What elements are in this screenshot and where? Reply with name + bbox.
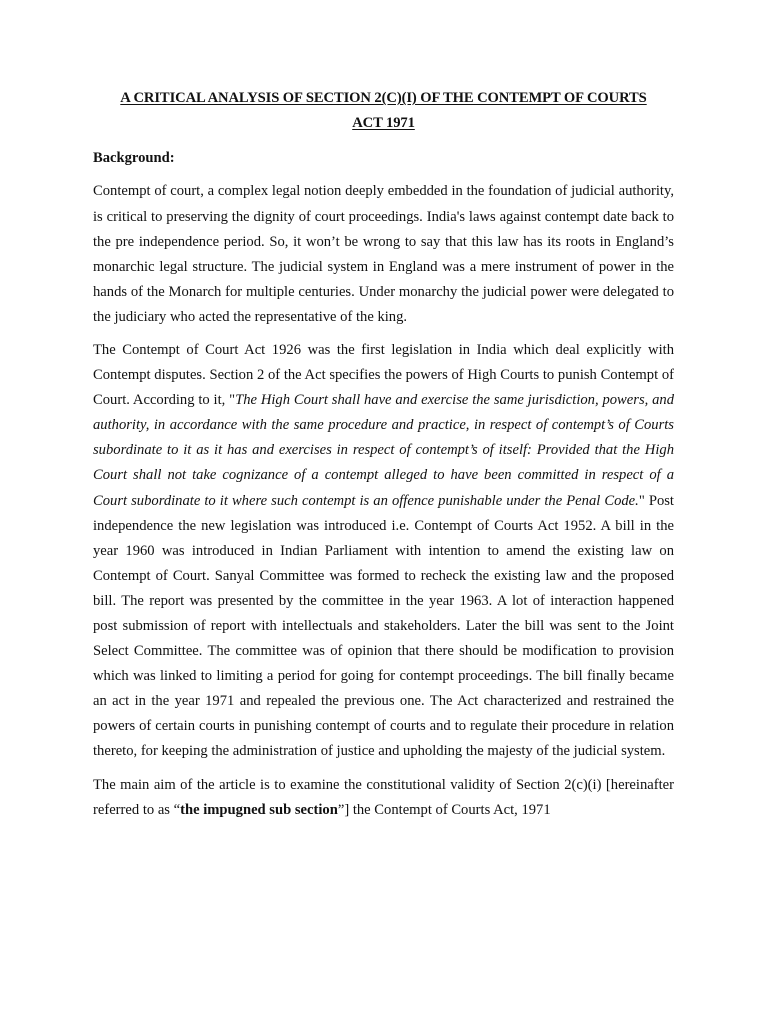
statute-quote: The High Court shall have and exercise the same jurisdiction, powers, and authority, in accordance with the same procedure and practice, in respect of contempt’s of Courts subordinate to it as it has and exercises in respect of contempt’s of itself: Provided that the High Court shall not take cognizance of a contempt alleged to have been committed in respect of a Court subordinate to it where such contempt is an offence punishable under the Penal Code. [93, 392, 675, 509]
paragraph-background-1: Contempt of court, a complex legal notion deeply embedded in the foundation of judicial authority, is critical to preserving the dignity of court proceedings. India's laws against contempt date back to the pre independence period. So, it won’t be wrong to say that this law has its roots in England’s monarchic legal structure. The judicial system in England was a mere instrument of power in the hands of the Monarch for multiple centuries. Under monarchy the judicial power were delegated to the judiciary who acted the representative of the king. [93, 183, 674, 325]
impugned-sub-section-term: the impugned sub section [180, 801, 338, 818]
paragraph-2-rest: " Post independence the new legislation was introduced i.e. Contempt of Courts Act 1952. A bill in the year 1960 was introduced in Indian Parliament with intention to amend the existing law on Contempt of Court. Sanyal Committee was formed to recheck the existing law and the proposed bill. The report was presented by the committee in the year 1963. A lot of interaction happened post submission of report with intellectuals and stakeholders. Later the bill was sent to the Joint Select Committee. The committee was of opinion that there should be modification to provision which was linked to limiting a period for going for contempt proceedings. The bill finally became an act in the year 1971 and repealed the previous one. The Act characterized and restrained the powers of certain courts in punishing contempt of courts and to regulate their procedure in relation thereto, for keeping the administration of justice and upholding the majesty of the judicial system. [93, 492, 674, 760]
paragraph-3-before: The main aim of the article is to examine the constitutional validity of Section 2(c)(i) [hereinafter referred to as “ [93, 776, 674, 818]
document-title [93, 86, 674, 136]
document-body [93, 86, 674, 823]
paragraph-background-2 [93, 338, 674, 765]
paragraph-background-3 [93, 773, 674, 823]
paragraph-3-after: ”] the Contempt of Courts Act, 1971 [337, 801, 551, 818]
title-line-1: A CRITICAL ANALYSIS OF SECTION 2(C)(I) OF THE CONTEMPT OF COURTS [120, 90, 647, 106]
title-line-2: ACT 1971 [352, 115, 415, 132]
section-heading: Background: [93, 150, 175, 167]
paragraph-2-intro: The Contempt of Court Act 1926 was the first legislation in India which deal explicitly with Contempt disputes. Section 2 of the Act specifies the powers of High Courts to punish Contempt of Court. According to it, " [93, 341, 674, 409]
